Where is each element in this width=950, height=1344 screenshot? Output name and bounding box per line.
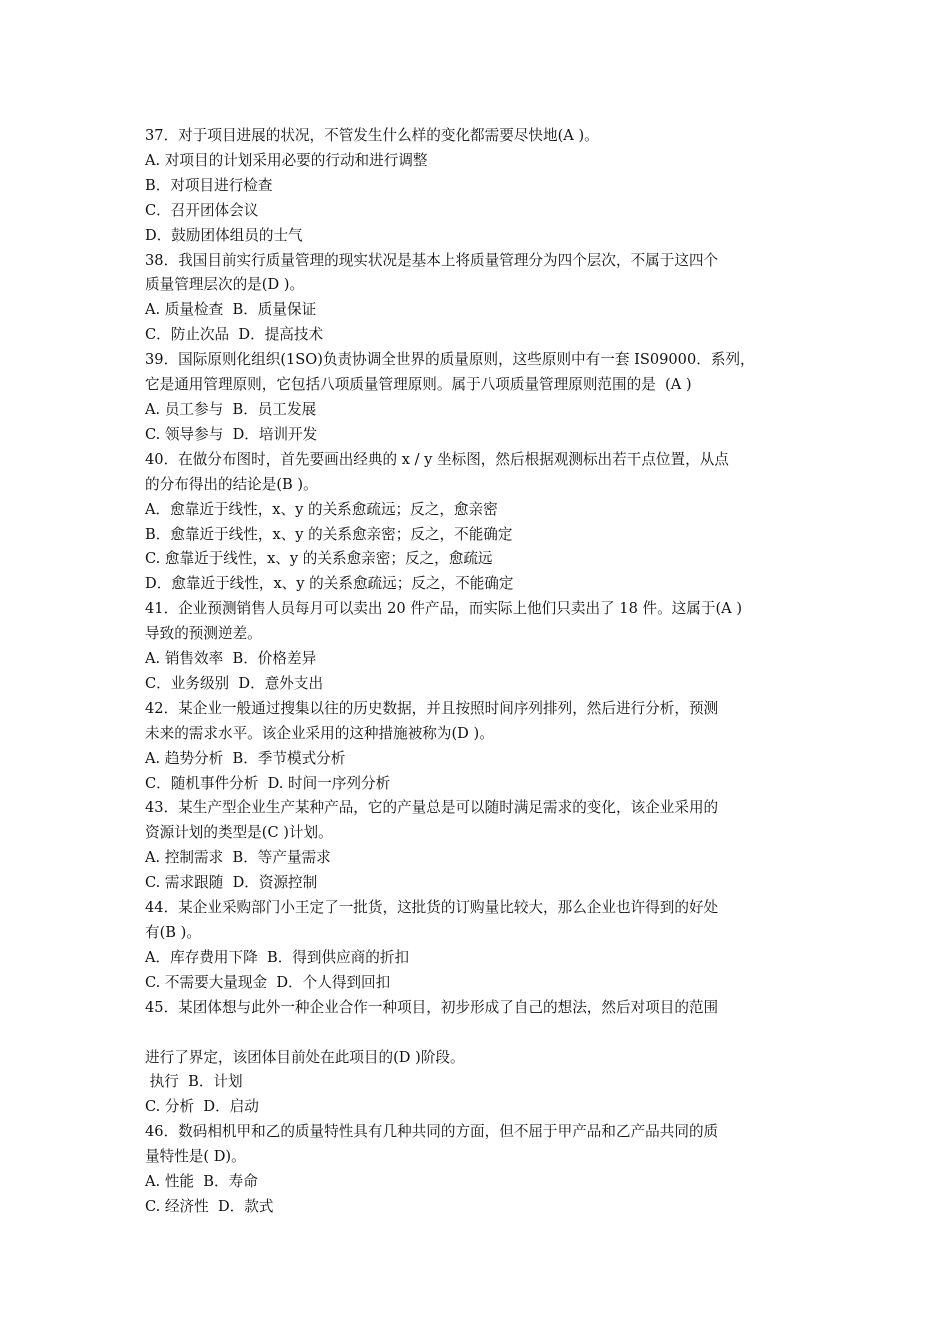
text-line: C. 需求跟随 D．资源控制 [145, 874, 318, 892]
text-line: 它是通用管理原则，它包括八项质量管理原则。属于八项质量管理原则范围的是 (A ) [145, 376, 692, 394]
text-line: C. 分析 D．启动 [145, 1098, 259, 1116]
text-line: C．召开团体会议 [145, 201, 259, 219]
text-line: 量特性是( D)。 [145, 1148, 246, 1166]
paragraph-gap [145, 1021, 835, 1046]
text-line: 37．对于项目进展的状况，不管发生什么样的变化都需要尽快地(A )。 [145, 127, 599, 144]
text-line: 44．某企业采购部门小王定了一批货，这批货的订购量比较大，那么企业也许得到的好处 [145, 899, 719, 917]
text-line: 42．某企业一般通过搜集以往的历史数据，并且按照时间序列排列，然后进行分析，预测 [145, 699, 719, 717]
text-line: 38．我国目前实行质量管理的现实状况是基本上将质量管理分为四个层次，不属于这四个 [145, 251, 719, 269]
text-line: 43．某生产型企业生产某种产品，它的产量总是可以随时满足需求的变化，该企业采用的 [145, 799, 719, 817]
text-line: A．愈靠近于线性，x、y 的关系愈疏远；反之，愈亲密 [145, 500, 498, 518]
text-line: 质量管理层次的是(D )。 [145, 276, 305, 294]
text-block-1 [145, 124, 835, 1021]
text-line: C．防止次品 D．提高技术 [145, 326, 324, 344]
text-line: C. 不需要大量现金 D．个人得到回扣 [145, 973, 391, 991]
text-line: 执行 B．计划 [145, 1073, 243, 1091]
text-line: A. 控制需求 B．等产量需求 [145, 849, 331, 867]
text-line: A. 对项目的计划采用必要的行动和进行调整 [145, 151, 428, 169]
text-line: B．愈靠近于线性，x、y 的关系愈亲密；反之，不能确定 [145, 525, 513, 543]
text-line: A. 趋势分析 B．季节模式分析 [145, 749, 346, 767]
text-line: A. 性能 B．寿命 [145, 1173, 258, 1191]
text-line: 45．某团体想与此外一种企业合作一种项目，初步形成了自己的想法，然后对项目的范围 [145, 998, 719, 1016]
text-line: 资源计划的类型是(C )计划。 [145, 824, 333, 842]
text-line: 未来的需求水平。该企业采用的这种措施被称为(D )。 [145, 724, 494, 742]
text-line: C. 愈靠近于线性，x、y 的关系愈亲密；反之，愈疏远 [145, 550, 493, 568]
text-line: C. 领导参与 D．培训开发 [145, 425, 318, 443]
text-line: A. 员工参与 B．员工发展 [145, 400, 317, 418]
text-line: C．业务级别 D．意外支出 [145, 674, 324, 692]
text-line: 46．数码相机甲和乙的质量特性具有几种共同的方面，但不屈于甲产品和乙产品共同的质 [145, 1123, 719, 1141]
text-line: C．随机事件分析 D. 时间一序列分析 [145, 774, 391, 792]
document-body [145, 124, 835, 1220]
text-line: A. 销售效率 B．价格差异 [145, 650, 317, 668]
text-line: 41．企业预测销售人员每月可以卖出 20 件产品，而实际上他们只卖出了 18 件。这属于(A ) [145, 600, 743, 618]
text-block-2 [145, 1046, 835, 1220]
text-line: D．愈靠近于线性，x、y 的关系愈疏远；反之，不能确定 [145, 575, 514, 593]
text-line: A．库存费用下降 B．得到供应商的折扣 [145, 948, 410, 966]
text-line: 有(B )。 [145, 924, 201, 941]
text-line: 的分布得出的结论是(B )。 [145, 475, 318, 493]
text-line: 39．国际原则化组织(1SO)负责协调全世界的质量原则，这些原则中有一套 IS09000．系列， [145, 351, 755, 369]
text-line: B．对项目进行检查 [145, 176, 273, 194]
text-line: 导致的预测逆差。 [145, 625, 262, 643]
text-line: D．鼓励团体组员的士气 [145, 226, 303, 244]
text-line: C. 经济性 D．款式 [145, 1197, 274, 1215]
text-line: A. 质量检查 B．质量保证 [145, 301, 317, 319]
text-line: 进行了界定，该团体目前处在此项目的(D )阶段。 [145, 1048, 465, 1066]
text-line: 40．在做分布图时，首先要画出经典的 x / y 坐标图，然后根据观测标出若干点位置，从点 [145, 450, 729, 468]
